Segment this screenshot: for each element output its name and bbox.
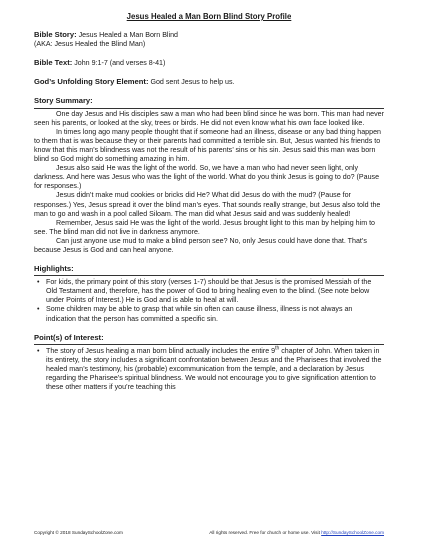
summary-paragraph: Jesus didn’t make mud cookies or bricks did He? What did Jesus do with the mud? (Pause for responses.) Yes, Jesus spread it over the blind man’s eyes. That sounds really strange, but Jesus also told the man to go and wash in a pool called Siloam. The man did what Jesus said and was suddenly healed!: [34, 191, 381, 218]
bible-story-label: Bible Story:: [34, 30, 77, 40]
summary-paragraph: Remember, Jesus said He was the light of the world. Jesus brought light to this man by helping him to see. The blind man did not live in darkness anymore.: [34, 218, 375, 236]
bible-story-line: [34, 30, 384, 40]
footer-site-link[interactable]: http://SundaySchoolZone.com: [321, 530, 384, 535]
highlight-item: • For kids, the primary point of this story (verses 1-7) should be that Jesus is the promised Messiah of the Old Testament and, therefore, has the power of God to bring healing even to the blind. (See note below under Points of Interest.) He is God and is able to heal at will.: [46, 278, 384, 305]
interest-superscript: th: [275, 345, 280, 352]
summary-heading: Story Summary:: [34, 96, 93, 106]
page-footer: [34, 530, 384, 536]
interest-item: [46, 347, 384, 392]
footer-rights: [209, 530, 384, 536]
summary-paragraph: Can just anyone use mud to make a blind person see? No, only Jesus could have done that. That’s because Jesus is God and can heal anyone.: [34, 236, 367, 254]
bible-text-label: Bible Text:: [34, 58, 73, 68]
highlight-item: • Some children may be able to grasp that while sin often can cause illness, illness is not always an indication that the person has committed a specific sin.: [46, 305, 384, 323]
summary-paragraph: One day Jesus and His disciples saw a man who had been blind since he was born. This man had never seen his parents, or looked at the sky, trees or birds. He did not even know what his own face looked like.: [34, 109, 384, 127]
summary-paragraph: Jesus also said He was the light of the world. So, we have a man who had never seen light, only darkness. And here was Jesus who was the light of the world. What do you think Jesus is going to do? (Pause for responses.): [34, 164, 380, 191]
interest-list: [34, 347, 384, 392]
interest-heading: Point(s) of Interest:: [34, 332, 104, 342]
highlights-divider: [34, 275, 384, 276]
interest-text-a: The story of Jesus healing a man born blind actually includes the entire 9: [46, 346, 276, 355]
story-element-label: God’s Unfolding Story Element:: [34, 77, 149, 87]
footer-copyright: Copyright © 2018 SundaySchoolZone.com: [34, 530, 123, 535]
story-element-value: God sent Jesus to help us.: [150, 78, 235, 87]
bible-story-aka: (AKA: Jesus Healed the Blind Man): [34, 40, 146, 49]
interest-text-b: chapter of John. When taken in its entirety, the story includes a significant confrontation between Jesus and the Pharisees that involved the healed man’s testimony, his (probable) excommunication from the temple, and a declaration by Jesus regarding the Pharisee’s spiritual blindness. We would not encourage you to give signification attention to these other matters if you’re teaching this: [46, 346, 382, 392]
bible-story-value: Jesus Healed a Man Born Blind: [78, 31, 178, 40]
summary-divider: [34, 108, 384, 109]
bible-text-line: [34, 58, 384, 68]
bible-text-value: John 9:1-7 (and verses 8-41): [74, 59, 166, 68]
interest-divider: [34, 344, 384, 345]
page-title: Jesus Healed a Man Born Blind Story Profile: [126, 12, 292, 21]
highlights-list: [34, 278, 384, 323]
highlights-heading: Highlights:: [34, 264, 74, 274]
summary-paragraph: In times long ago many people thought that if someone had an illness, disease or any bad thing happen to them that is was because they or their parents had committed a terrible sin. But, Jesus wanted his friends to know that this man’s blindness was not the result of his parents’ sins or his sin. Jesus said this man was born blind so God might do something amazing in him.: [34, 127, 381, 164]
footer-rights-text: All rights reserved. Free for church or home use. Visit: [209, 530, 320, 535]
story-element-line: [34, 77, 384, 87]
